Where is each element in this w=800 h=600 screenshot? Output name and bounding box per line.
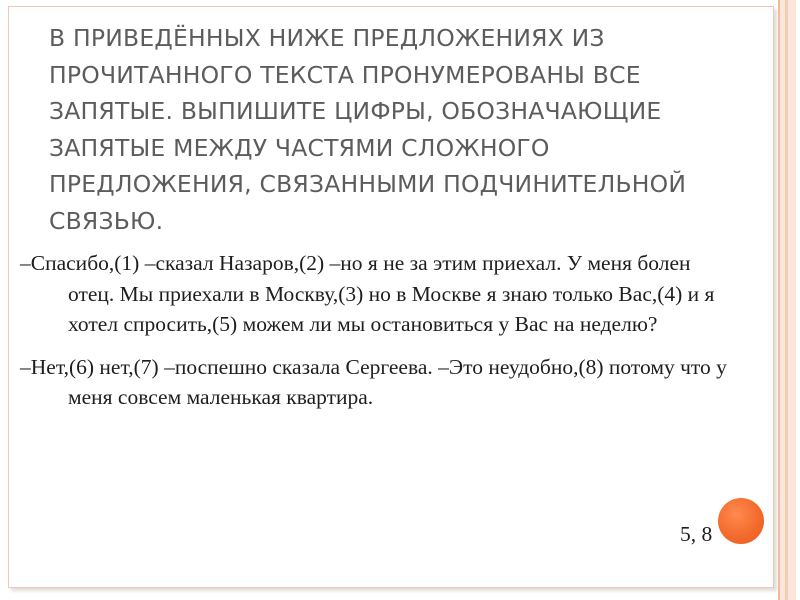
slide-body [20,248,740,425]
paragraph-2: –Нет,(6) нет,(7) –поспешно сказала Сергеева. –Это неудобно,(8) потому что у меня совсем маленькая квартира. [20,354,727,409]
side-decoration-stripe [785,0,788,600]
paragraph-1: –Спасибо,(1) –сказал Назаров,(2) –но я не за этим приехал. У меня болен отец. Мы приехали в Москву,(3) но в Москве я знаю только Вас,(4) и я хотел спросить,(5) можем ли мы остановиться у Вас на неделю? [20,251,715,336]
answer-text: 5, 8 [680,522,713,546]
slide-title: В ПРИВЕДЁННЫХ НИЖЕ ПРЕДЛОЖЕНИЯХ ИЗ ПРОЧИТАННОГО ТЕКСТА ПРОНУМЕРОВАНЫ ВСЕ ЗАПЯТЫЕ. ВЫПИШИТЕ ЦИФРЫ, ОБОЗНАЧАЮЩИЕ ЗАПЯТЫЕ МЕЖДУ ЧАСТЯМИ СЛОЖНОГО ПРЕДЛОЖЕНИЯ, СВЯЗАННЫМИ ПОДЧИНИТЕЛЬНОЙ СВЯЗЬЮ. [49,24,687,235]
orange-circle-decoration [718,498,764,544]
